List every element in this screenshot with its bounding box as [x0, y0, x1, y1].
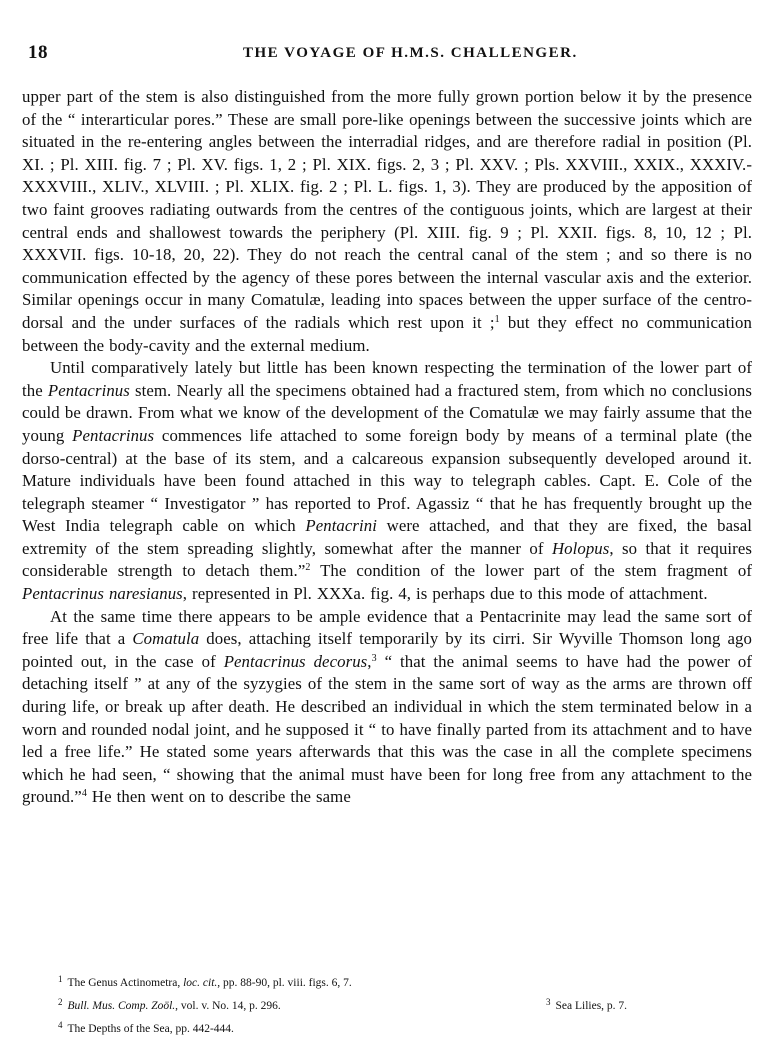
footnote-text: The Genus Actinometra, — [67, 977, 184, 989]
italic-term: Comatula — [132, 629, 200, 649]
paragraph-2 — [22, 357, 752, 606]
footnotes — [58, 970, 748, 1039]
footnote-text: Sea Lilies, p. 7. — [555, 1000, 628, 1012]
text-segment: The condition of the lower part of the stem fragment of — [310, 561, 752, 581]
footnote-1 — [58, 970, 748, 993]
footnote-reference: 4 — [81, 788, 87, 800]
text-segment: , so that it requires considerable strength to detach them.” — [22, 538, 752, 581]
footnote-row — [58, 993, 748, 1016]
italic-term: Holopus — [551, 538, 610, 558]
footnote-text: , vol. v. No. 14, p. 296. — [175, 1000, 281, 1012]
text-segment: At the same time there appears to be ample evidence that a Pentacrinite may lead the same sort of free life that a — [22, 606, 752, 649]
footnote-mark: 1 — [58, 974, 63, 984]
italic-term: Pentacrini — [305, 516, 377, 536]
footnote-3 — [546, 993, 748, 1016]
paragraph-3 — [22, 606, 752, 809]
footnote-4 — [58, 1016, 748, 1039]
text-segment: were attached, and that they are fixed, the basal extremity of the stem spreading slightly, somewhat after the manner of — [22, 516, 752, 558]
italic-term: Pentacrinus naresianus — [22, 584, 183, 604]
text-segment: stem. Nearly all the specimens obtained had a fractured stem, from which no conclusions could be drawn. From what we know of the development of the Comatulæ we may fairly assume that the young — [22, 380, 752, 445]
page-number: 18 — [28, 42, 48, 63]
text-segment: Until comparatively lately but little has been known respecting the termination of the lower part of the — [22, 358, 752, 400]
text-segment: does, attaching itself temporarily by its cirri. Sir Wyville Thomson long ago pointed out, in the case of — [22, 629, 752, 671]
italic-term: Pentacrinus — [47, 380, 130, 400]
footnote-mark: 4 — [58, 1020, 63, 1030]
footnote-text: The Depths of the Sea, pp. 442-444. — [67, 1023, 234, 1035]
footnote-reference: 1 — [494, 313, 500, 325]
italic-term: Pentacrinus decorus — [223, 651, 368, 671]
running-title: THE VOYAGE OF H.M.S. CHALLENGER. — [243, 45, 578, 61]
footnote-italic: Bull. Mus. Comp. Zoöl. — [67, 1000, 176, 1012]
text-segment: , — [367, 651, 372, 671]
footnote-mark: 2 — [58, 997, 63, 1007]
text-segment: “ that the animal seems to have had the power of detaching itself ” at any of the syzygies of the stem in the same sort of way as the arms are thrown off during life, or break up after death. He described an individual in which the stem terminated below in a worn and rounded nodal joint, and he supposed it “ to have finally parted from its attachment and to have led a free life.” He stated some years afterwards that this was the case in all the complete specimens which he had seen, “ showing that the animal must have been for long free from any attachment to the ground.” — [22, 651, 753, 807]
footnote-text: , pp. 88-90, pl. viii. figs. 6, 7. — [217, 977, 352, 989]
paragraph-1 — [22, 86, 752, 357]
text-segment: upper part of the stem is also distinguished from the more fully grown portion below it by the presence of the “ interarticular pores.” These are small pore-like openings between the successive joints which are situated in the re-entering angles between the interradial ridges, and are therefore radial in position (Pl. XI. ; Pl. XIII. fig. 7 ; Pl. XV. figs. 1, 2 ; Pl. XIX. figs. 2, 3 ; Pl. XXV. ; Pls. XXVIII., XXIX., XXXIV.-XXXVIII., XLIV., XLVIII. ; Pl. XLIX. fig. 2 ; Pl. L. figs. 1, 3). They are produced by the apposition of two faint grooves radiating outwards from the centres of the contiguous joints, which are largest at their central ends and shallowest towards the periphery (Pl. XIII. fig. 9 ; Pl. XXII. figs. 8, 10, 12 ; Pl. XXXVII. figs. 10-18, 20, 22). They do not reach the central canal of the stem ; and so there is no communication effected by the agency of these pores between the internal vascular axis and the exterior. Similar openings occur in many Comatulæ, leading into spaces between the upper surface of the centro-dorsal and the under surfaces of the radials which rest upon it ; — [22, 87, 752, 332]
text-segment: , represented in Pl. XXXa. fig. 4, is perhaps due to this mode of attachment. — [182, 584, 708, 604]
footnote-reference: 3 — [371, 652, 377, 664]
text-segment: but they effect no communication between the body-cavity and the external medium. — [22, 312, 752, 355]
italic-term: Pentacrinus — [72, 425, 155, 445]
body-text — [22, 86, 752, 809]
footnote-italic: loc. cit. — [183, 977, 218, 989]
text-segment: commences life attached to some foreign body by means of a terminal plate (the dorso-central) at the base of its stem, and a calcareous expansion subsequently developed around it. Mature individuals have been found attached in this way to telegraph cables. Capt. E. Cole of the telegraph steamer “ Investigator ” has reported to Prof. Agassiz “ that he has frequently brought up the West India telegraph cable on which — [22, 425, 752, 536]
footnote-mark: 3 — [546, 997, 551, 1007]
footnote-2 — [58, 993, 281, 1016]
page-header — [22, 42, 750, 66]
text-segment: He then went on to describe the same — [86, 787, 351, 807]
footnote-reference: 2 — [305, 562, 311, 574]
